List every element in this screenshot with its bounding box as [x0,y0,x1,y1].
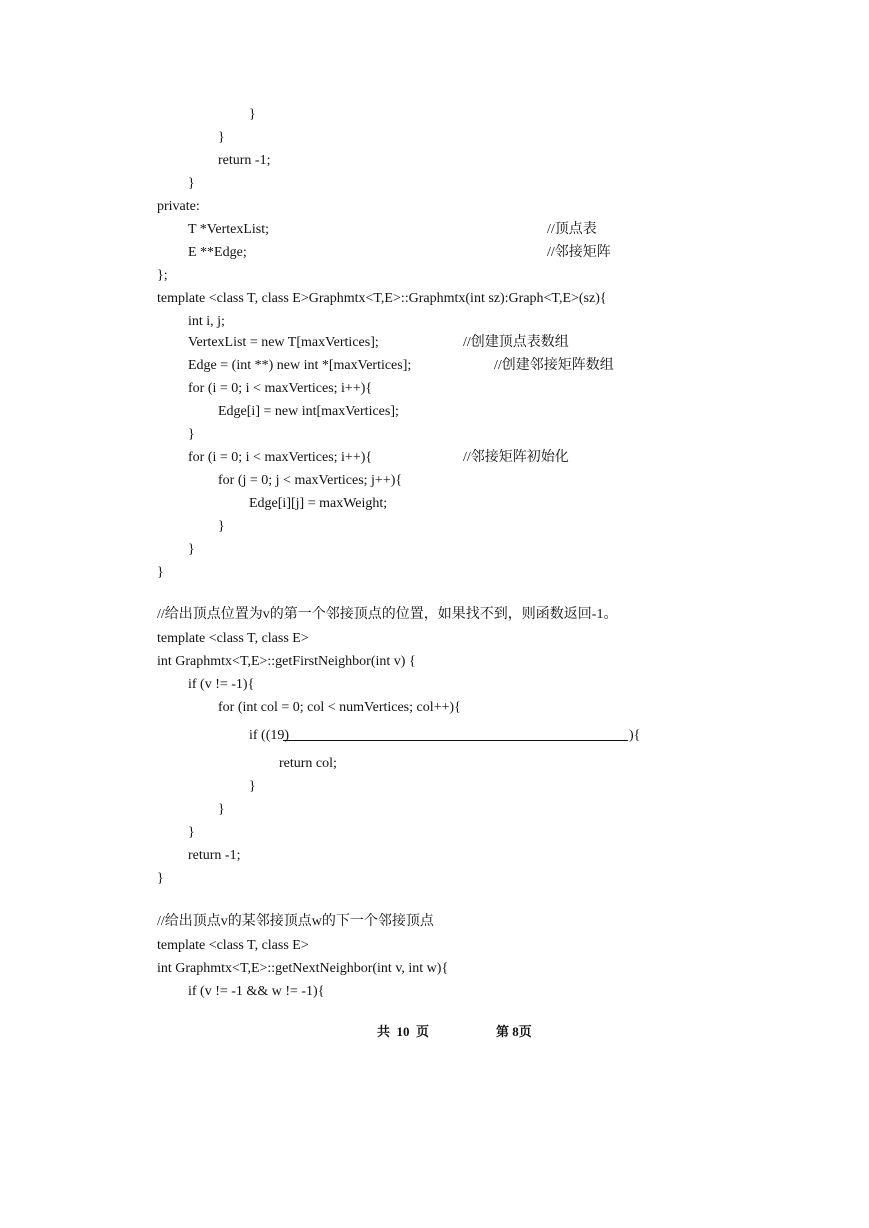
code-line: } [188,176,195,191]
code-line: for (int col = 0; col < numVertices; col++){ [218,700,461,715]
code-line: VertexList = new T[maxVertices]; [188,335,379,350]
code-line: if (v != -1){ [188,677,255,692]
code-line: for (i = 0; i < maxVertices; i++){ [188,450,373,465]
code-line: } [249,779,256,794]
code-line: Edge = (int **) new int *[maxVertices]; [188,358,412,373]
code-line: ){ [629,728,641,743]
code-line: } [157,565,164,580]
code-line: } [188,825,195,840]
code-line: Edge[i][j] = maxWeight; [249,496,388,511]
footer-total-pages: 共 10 页 [377,1024,430,1039]
footer-current-page: 第 8页 [496,1024,532,1039]
code-line: } [188,427,195,442]
code-comment: //邻接矩阵 [547,245,611,260]
code-line: for (j = 0; j < maxVertices; j++){ [218,473,403,488]
code-comment: //创建顶点表数组 [463,335,569,350]
code-line: int i, j; [188,314,225,329]
code-line: } [218,519,225,534]
code-line: E **Edge; [188,245,247,260]
code-line: return col; [279,756,337,771]
code-line: } [188,542,195,557]
code-line: int Graphmtx<T,E>::getFirstNeighbor(int v) { [157,654,416,669]
code-line: Edge[i] = new int[maxVertices]; [218,404,399,419]
code-line: int Graphmtx<T,E>::getNextNeighbor(int v, int w){ [157,961,449,976]
code-line: } [218,802,225,817]
code-line: return -1; [188,848,241,863]
code-line: } [249,107,256,122]
code-comment: //邻接矩阵初始化 [463,450,569,465]
code-line: if (v != -1 && w != -1){ [188,984,325,999]
code-line: } [157,871,164,886]
code-line: private: [157,199,200,214]
code-line: template <class T, class E> [157,938,309,953]
code-line: for (i = 0; i < maxVertices; i++){ [188,381,373,396]
code-comment-line: //给出顶点v的某邻接顶点w的下一个邻接顶点 [157,914,434,929]
code-comment: //创建邻接矩阵数组 [494,358,614,373]
code-line: return -1; [218,153,271,168]
code-line: T *VertexList; [188,222,270,237]
fill-blank-line [283,740,628,741]
code-line: }; [157,268,168,283]
code-comment: //顶点表 [547,222,597,237]
code-line: template <class T, class E> [157,631,309,646]
fill-blank-label: if ((19) [249,728,290,743]
code-comment-line: //给出顶点位置为v的第一个邻接顶点的位置，如果找不到，则函数返回-1。 [157,607,618,622]
code-line: } [218,130,225,145]
code-line: template <class T, class E>Graphmtx<T,E>::Graphmtx(int sz):Graph<T,E>(sz){ [157,291,607,306]
